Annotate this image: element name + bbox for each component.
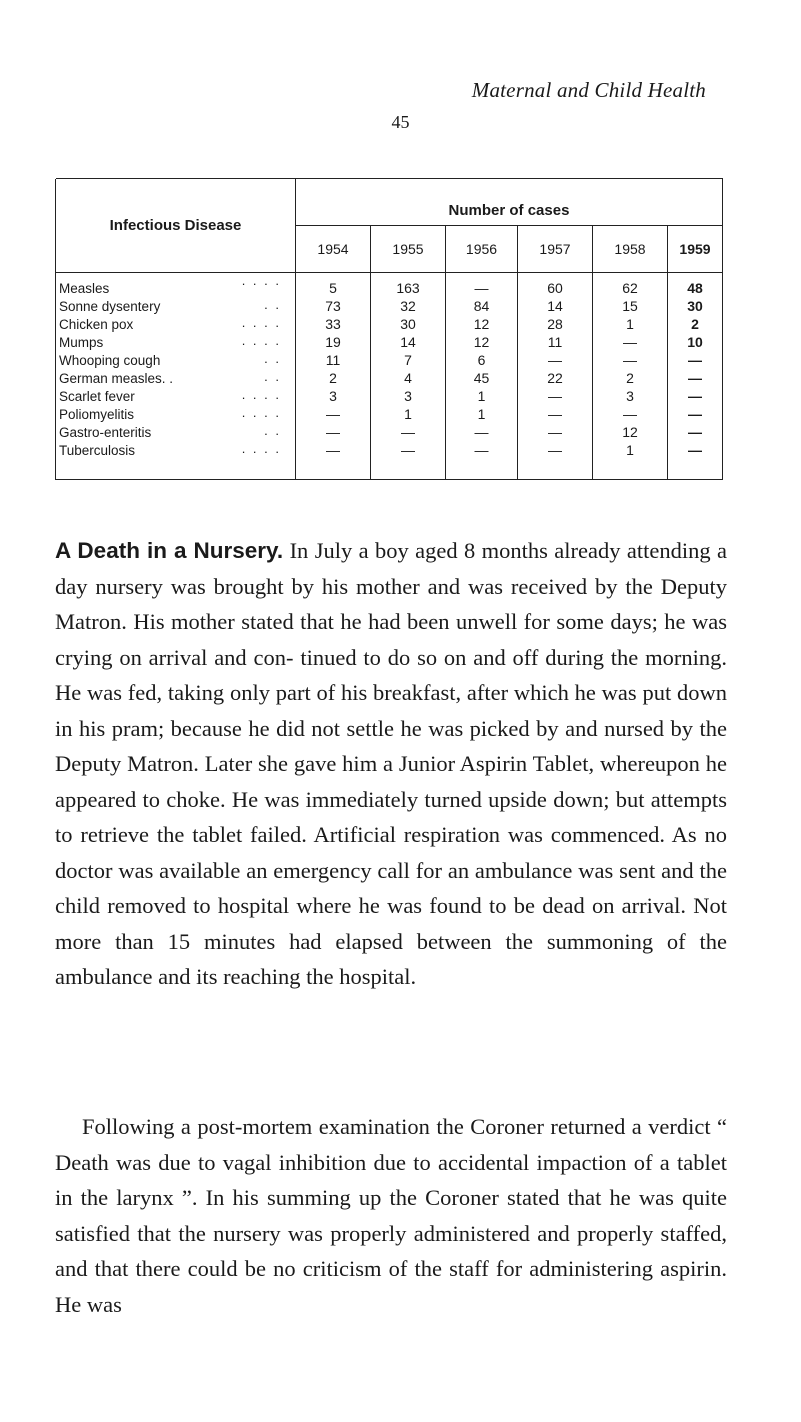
table-row <box>56 273 723 298</box>
disease-name-cell <box>56 273 296 298</box>
case-count-cell: — <box>593 405 668 423</box>
year-header: 1955 <box>371 226 446 273</box>
disease-column-header: Infectious Disease <box>56 179 296 273</box>
year-header: 1959 <box>668 226 723 273</box>
case-count-cell: 1 <box>371 405 446 423</box>
case-count-cell: 4 <box>371 369 446 387</box>
case-count-cell: 10 <box>668 333 723 351</box>
table-row <box>56 351 723 369</box>
case-count-cell: 1 <box>593 441 668 480</box>
leader-dots: . . <box>264 297 281 312</box>
table-row <box>56 333 723 351</box>
case-count-cell: — <box>518 351 593 369</box>
case-count-cell: 2 <box>668 315 723 333</box>
case-count-cell: 30 <box>668 297 723 315</box>
disease-name-cell <box>56 297 296 315</box>
disease-name: Measles <box>59 280 110 296</box>
case-count-cell: 48 <box>668 273 723 298</box>
disease-name-cell <box>56 369 296 387</box>
case-count-cell: 12 <box>446 333 518 351</box>
leader-dots: . . <box>264 351 281 366</box>
case-count-cell: — <box>668 351 723 369</box>
case-count-cell: 163 <box>371 273 446 298</box>
case-count-cell: 12 <box>446 315 518 333</box>
leader-dots: . . . . <box>241 405 281 420</box>
case-count-cell: — <box>446 441 518 480</box>
leader-dots: . . . . <box>241 315 281 330</box>
disease-name: Mumps <box>59 334 104 350</box>
case-count-cell: — <box>593 351 668 369</box>
case-count-cell: — <box>518 387 593 405</box>
case-count-cell: 62 <box>593 273 668 298</box>
table-row <box>56 387 723 405</box>
disease-name: Scarlet fever <box>59 388 135 404</box>
case-count-cell: — <box>296 423 371 441</box>
disease-name: Whooping cough <box>59 352 161 368</box>
article-paragraph-2: Following a post-mortem examination the Coroner returned a verdict “ Death was due to vagal inhibition due to accidental impaction of a tablet in the larynx ”. In his summing up the Coroner stated that he was quite satisfied that the nursery was properly administered and properly staffed, and that there could be no criticism of the staff for administering aspirin. He was <box>55 1114 727 1317</box>
disease-name-cell <box>56 405 296 423</box>
table-row <box>56 297 723 315</box>
case-count-cell: 1 <box>593 315 668 333</box>
case-count-cell: 6 <box>446 351 518 369</box>
case-count-cell: 22 <box>518 369 593 387</box>
disease-name: Tuberculosis <box>59 442 136 458</box>
case-count-cell: 28 <box>518 315 593 333</box>
case-count-cell: — <box>668 441 723 480</box>
case-count-cell: 2 <box>593 369 668 387</box>
article-heading: A Death in a Nursery. <box>55 538 284 563</box>
case-count-cell: 14 <box>371 333 446 351</box>
disease-name: Sonne dysentery <box>59 298 161 314</box>
year-header: 1958 <box>593 226 668 273</box>
disease-name-cell <box>56 333 296 351</box>
case-count-cell: 33 <box>296 315 371 333</box>
year-header: 1957 <box>518 226 593 273</box>
case-count-cell: 30 <box>371 315 446 333</box>
case-count-cell: 19 <box>296 333 371 351</box>
case-count-cell: — <box>668 369 723 387</box>
case-count-cell: — <box>668 423 723 441</box>
disease-name: German measles. . <box>59 370 174 386</box>
page-number: 45 <box>391 112 410 132</box>
case-count-cell: — <box>371 441 446 480</box>
table-row <box>56 405 723 423</box>
case-count-cell: 3 <box>296 387 371 405</box>
article-paragraph-1-text: In July a boy aged 8 months already attending a day nursery was brought by his mother and was received by the Deputy Matron. His mother stated that he had been unwell for some days; he was crying on arrival and con- tinued to do so on and off during the morning. He was fed, taking only part of his breakfast, after which he was put down in his pram; because he did not settle he was picked by and nursed by the Deputy Matron. Later she gave him a Junior Aspirin Tablet, whereupon he appeared to choke. He was immediately turned upside down; but attempts to retrieve the tablet failed. Artificial respiration was commenced. As no doctor was available an emergency call for an ambulance was sent and the child removed to hospital where he was found to be dead on arrival. Not more than 15 minutes had elapsed between the summoning of the ambulance and its reaching the hospital. <box>55 538 728 989</box>
number-of-cases-header: Number of cases <box>296 179 723 226</box>
infectious-disease-table <box>55 178 723 480</box>
case-count-cell: 2 <box>296 369 371 387</box>
disease-name-cell <box>56 351 296 369</box>
case-count-cell: — <box>446 423 518 441</box>
table-row <box>56 423 723 441</box>
case-count-cell: 84 <box>446 297 518 315</box>
table-row <box>56 441 723 480</box>
year-header: 1956 <box>446 226 518 273</box>
case-count-cell: 1 <box>446 387 518 405</box>
case-count-cell: 73 <box>296 297 371 315</box>
case-count-cell: 15 <box>593 297 668 315</box>
case-count-cell: 3 <box>593 387 668 405</box>
case-count-cell: 3 <box>371 387 446 405</box>
case-count-cell: — <box>296 405 371 423</box>
running-title: Maternal and Child Health <box>471 78 706 102</box>
leader-dots: . . <box>264 423 281 438</box>
case-count-cell: — <box>296 441 371 480</box>
case-count-cell: 11 <box>518 333 593 351</box>
disease-name-cell <box>56 315 296 333</box>
disease-name-cell <box>56 441 296 480</box>
case-count-cell: 12 <box>593 423 668 441</box>
case-count-cell: 5 <box>296 273 371 298</box>
case-count-cell: — <box>668 387 723 405</box>
case-count-cell: — <box>518 423 593 441</box>
article-paragraph-1 <box>55 533 727 995</box>
disease-name-cell <box>56 423 296 441</box>
case-count-cell: — <box>668 405 723 423</box>
case-count-cell: 1 <box>446 405 518 423</box>
case-count-cell: — <box>371 423 446 441</box>
leader-dots: . . . . <box>241 273 281 288</box>
year-header: 1954 <box>296 226 371 273</box>
leader-dots: . . . . <box>241 333 281 348</box>
case-count-cell: 14 <box>518 297 593 315</box>
leader-dots: . . <box>264 369 281 384</box>
case-count-cell: — <box>518 441 593 480</box>
case-count-cell: 7 <box>371 351 446 369</box>
case-count-cell: 60 <box>518 273 593 298</box>
case-count-cell: — <box>446 273 518 298</box>
table-row <box>56 315 723 333</box>
case-count-cell: — <box>593 333 668 351</box>
disease-name: Chicken pox <box>59 316 134 332</box>
disease-name: Gastro-enteritis <box>59 424 152 440</box>
disease-name-cell <box>56 387 296 405</box>
leader-dots: . . . . <box>241 387 281 402</box>
table-row <box>56 369 723 387</box>
case-count-cell: 32 <box>371 297 446 315</box>
case-count-cell: 11 <box>296 351 371 369</box>
case-count-cell: — <box>518 405 593 423</box>
case-count-cell: 45 <box>446 369 518 387</box>
leader-dots: . . . . <box>241 441 281 456</box>
disease-name: Poliomyelitis <box>59 406 135 422</box>
